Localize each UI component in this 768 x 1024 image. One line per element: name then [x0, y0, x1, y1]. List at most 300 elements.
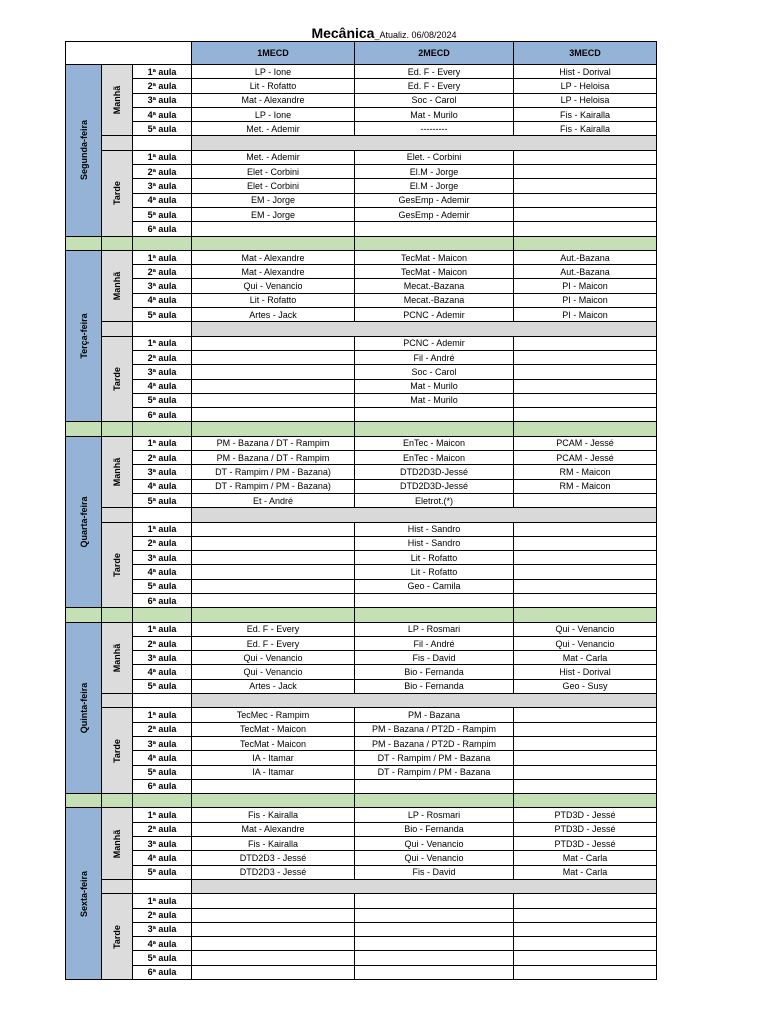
table-row [66, 651, 657, 665]
table-row [66, 107, 657, 121]
lesson-label: 3ª aula [133, 837, 192, 851]
schedule-cell: PCNC - Ademir [355, 336, 514, 350]
shift-label: Manhã [112, 457, 122, 487]
schedule-cell: Bio - Fernanda [355, 822, 514, 836]
schedule-cell [514, 365, 657, 379]
lesson-label: 2ª aula [133, 165, 192, 179]
schedule-cell [514, 393, 657, 407]
table-row [66, 408, 657, 422]
shift-afternoon-cell [102, 894, 133, 980]
schedule-cell [192, 579, 355, 593]
shift-label: Tarde [112, 738, 122, 763]
break-cell [192, 879, 657, 893]
schedule-cell: PTD3D - Jessé [514, 822, 657, 836]
schedule-cell: Met. - Ademir [192, 122, 355, 136]
schedule-cell: Lit - Rofatto [192, 79, 355, 93]
schedule-cell [514, 522, 657, 536]
schedule-cell [514, 551, 657, 565]
break-row [66, 694, 657, 708]
shift-morning-cell [102, 250, 133, 321]
schedule-cell: Ed. F - Every [192, 622, 355, 636]
day-label-cell [66, 250, 102, 422]
lesson-label: 4ª aula [133, 751, 192, 765]
lesson-label: 2ª aula [133, 350, 192, 364]
table-row [66, 250, 657, 264]
shift-label: Tarde [112, 552, 122, 577]
table-row [66, 308, 657, 322]
schedule-cell: Hist - Sandro [355, 536, 514, 550]
lesson-label: 5ª aula [133, 393, 192, 407]
separator-row [66, 794, 657, 808]
separator-cell [133, 794, 192, 808]
shift-label: Manhã [112, 271, 122, 301]
schedule-cell [514, 965, 657, 979]
table-row [66, 93, 657, 107]
schedule-cell [192, 965, 355, 979]
schedule-cell [192, 937, 355, 951]
table-row [66, 465, 657, 479]
schedule-cell: PM - Bazana / PT2D - Rampim [355, 722, 514, 736]
table-row [66, 165, 657, 179]
shift-afternoon-cell [102, 522, 133, 608]
schedule-cell [514, 593, 657, 607]
schedule-cell: LP - Heloisa [514, 79, 657, 93]
schedule-cell: Mat - Alexandre [192, 265, 355, 279]
separator-cell [133, 422, 192, 436]
schedule-cell [355, 951, 514, 965]
schedule-cell [192, 779, 355, 793]
schedule-cell [355, 922, 514, 936]
schedule-cell: DT - Rampim / PM - Bazana) [192, 465, 355, 479]
schedule-cell [514, 922, 657, 936]
schedule-cell [355, 779, 514, 793]
schedule-cell [514, 165, 657, 179]
lesson-label: 4ª aula [133, 293, 192, 307]
schedule-cell: Qui - Venancio [514, 636, 657, 650]
table-row [66, 279, 657, 293]
table-row [66, 293, 657, 307]
separator-cell [66, 794, 102, 808]
lesson-label: 6ª aula [133, 222, 192, 236]
schedule-cell [514, 722, 657, 736]
schedule-cell [192, 379, 355, 393]
separator-cell [133, 236, 192, 250]
lesson-label: 2ª aula [133, 536, 192, 550]
schedule-cell: PTD3D - Jessé [514, 837, 657, 851]
lesson-label: 5ª aula [133, 579, 192, 593]
schedule-cell: Ed. F - Every [355, 79, 514, 93]
schedule-cell: Elet - Corbini [192, 179, 355, 193]
lesson-label: 3ª aula [133, 651, 192, 665]
schedule-cell: IA - Itamar [192, 765, 355, 779]
separator-cell [192, 794, 355, 808]
schedule-cell: PM - Bazana / DT - Rampim [192, 451, 355, 465]
lesson-label: 2ª aula [133, 636, 192, 650]
shift-label: Manhã [112, 85, 122, 115]
schedule-cell: DT - Rampim / PM - Bazana) [192, 479, 355, 493]
schedule-cell: Qui - Venancio [192, 279, 355, 293]
schedule-cell: PI - Maicon [514, 279, 657, 293]
schedule-cell: Qui - Venancio [355, 851, 514, 865]
day-label: Quarta-feira [78, 496, 89, 548]
schedule-cell: LP - Ione [192, 65, 355, 79]
schedule-cell [514, 779, 657, 793]
table-row [66, 179, 657, 193]
separator-cell [192, 422, 355, 436]
shift-label: Manhã [112, 643, 122, 673]
schedule-cell: IA - Itamar [192, 751, 355, 765]
break-cell [192, 508, 657, 522]
schedule-cell: Mat - Alexandre [192, 822, 355, 836]
table-row [66, 493, 657, 507]
day-label: Segunda-feira [78, 120, 89, 181]
table-row [66, 837, 657, 851]
lesson-label: 2ª aula [133, 722, 192, 736]
lesson-label: 4ª aula [133, 193, 192, 207]
table-row [66, 193, 657, 207]
separator-cell [514, 794, 657, 808]
schedule-cell [192, 951, 355, 965]
break-cell [192, 694, 657, 708]
lesson-label: 2ª aula [133, 822, 192, 836]
schedule-cell [514, 736, 657, 750]
shift-label: Manhã [112, 829, 122, 858]
table-row [66, 908, 657, 922]
schedule-cell [514, 937, 657, 951]
table-row [66, 822, 657, 836]
lesson-label: 1ª aula [133, 250, 192, 264]
table-row [66, 379, 657, 393]
schedule-cell [192, 908, 355, 922]
table-row [66, 365, 657, 379]
table-row [66, 207, 657, 221]
break-row [66, 508, 657, 522]
schedule-cell: Fis - David [355, 865, 514, 879]
schedule-cell: PCAM - Jessé [514, 436, 657, 450]
break-cell [192, 136, 657, 150]
lesson-label: 5ª aula [133, 951, 192, 965]
lesson-label: 5ª aula [133, 493, 192, 507]
table-row [66, 751, 657, 765]
day-label-cell [66, 808, 102, 980]
schedule-cell: Artes - Jack [192, 308, 355, 322]
schedule-cell: Lit - Rofatto [355, 565, 514, 579]
lesson-label: 3ª aula [133, 736, 192, 750]
lesson-label: 1ª aula [133, 150, 192, 164]
schedule-cell: PM - Bazana / PT2D - Rampim [355, 736, 514, 750]
lesson-label: 2ª aula [133, 908, 192, 922]
table-row [66, 665, 657, 679]
schedule-cell [192, 393, 355, 407]
table-row [66, 865, 657, 879]
lesson-label: 4ª aula [133, 937, 192, 951]
schedule-cell: Qui - Venancio [192, 651, 355, 665]
schedule-cell [355, 222, 514, 236]
schedule-cell: Qui - Venancio [514, 622, 657, 636]
schedule-cell [514, 493, 657, 507]
schedule-cell: Mat - Murilo [355, 379, 514, 393]
schedule-cell: Soc - Carol [355, 365, 514, 379]
table-row [66, 922, 657, 936]
schedule-cell: Lit - Rofatto [192, 293, 355, 307]
table-row [66, 765, 657, 779]
schedule-cell: EnTec - Maicon [355, 451, 514, 465]
schedule-cell: TecMec - Rampim [192, 708, 355, 722]
table-row [66, 393, 657, 407]
separator-cell [192, 608, 355, 622]
table-row [66, 593, 657, 607]
schedule-cell: --------- [355, 122, 514, 136]
schedule-cell [192, 408, 355, 422]
separator-cell [66, 422, 102, 436]
separator-cell [355, 794, 514, 808]
schedule-cell [514, 751, 657, 765]
schedule-cell: Aut.-Bazana [514, 265, 657, 279]
schedule-cell: TecMat - Maicon [192, 722, 355, 736]
corner-cell [66, 42, 192, 65]
schedule-cell [192, 593, 355, 607]
lesson-label: 5ª aula [133, 207, 192, 221]
schedule-cell: Bio - Fernanda [355, 665, 514, 679]
schedule-cell [514, 579, 657, 593]
schedule-cell: Qui - Venancio [355, 837, 514, 851]
break-shift-cell [102, 322, 133, 336]
schedule-cell: DTD2D3D-Jessé [355, 479, 514, 493]
schedule-cell: Artes - Jack [192, 679, 355, 693]
separator-cell [192, 236, 355, 250]
lesson-label: 5ª aula [133, 865, 192, 879]
schedule-cell: Fis - David [355, 651, 514, 665]
shift-afternoon-cell [102, 150, 133, 236]
lesson-label: 1ª aula [133, 522, 192, 536]
table-row [66, 636, 657, 650]
lesson-label: 1ª aula [133, 622, 192, 636]
schedule-cell [192, 222, 355, 236]
lesson-label: 4ª aula [133, 479, 192, 493]
schedule-cell: Mecat.-Bazana [355, 279, 514, 293]
schedule-cell: Lit - Rofatto [355, 551, 514, 565]
separator-cell [66, 608, 102, 622]
table-row [66, 722, 657, 736]
lesson-label: 1ª aula [133, 894, 192, 908]
table-row [66, 336, 657, 350]
schedule-cell: El.M - Jorge [355, 165, 514, 179]
break-row [66, 879, 657, 893]
schedule-cell: GesEmp - Ademir [355, 207, 514, 221]
schedule-cell: Fis - Kairalla [192, 837, 355, 851]
schedule-cell: Fil - André [355, 350, 514, 364]
column-header-1: 1MECD [192, 42, 355, 65]
lesson-label: 3ª aula [133, 93, 192, 107]
schedule-cell: Fis - Kairalla [192, 808, 355, 822]
schedule-cell: EnTec - Maicon [355, 436, 514, 450]
separator-cell [514, 422, 657, 436]
shift-label: Tarde [112, 181, 122, 206]
schedule-cell: GesEmp - Ademir [355, 193, 514, 207]
schedule-cell [514, 765, 657, 779]
schedule-cell: Eletrot.(*) [355, 493, 514, 507]
schedule-cell: DTD2D3 - Jessé [192, 865, 355, 879]
schedule-cell: Mat - Alexandre [192, 250, 355, 264]
table-row [66, 436, 657, 450]
table-row [66, 350, 657, 364]
schedule-cell: Elet. - Corbini [355, 150, 514, 164]
shift-label: Tarde [112, 367, 122, 391]
schedule-cell: Fis - Kairalla [514, 107, 657, 121]
break-label-cell [133, 508, 192, 522]
schedule-cell [514, 908, 657, 922]
schedule-cell: DT - Rampim / PM - Bazana [355, 765, 514, 779]
schedule-cell: Qui - Venancio [192, 665, 355, 679]
separator-cell [514, 236, 657, 250]
schedule-cell: EM - Jorge [192, 193, 355, 207]
schedule-cell [355, 894, 514, 908]
schedule-cell: Geo - Camila [355, 579, 514, 593]
schedule-cell: DT - Rampim / PM - Bazana [355, 751, 514, 765]
schedule-cell: PM - Bazana [355, 708, 514, 722]
column-header-3: 3MECD [514, 42, 657, 65]
schedule-cell [192, 922, 355, 936]
title-updated: _Atualiz. 06/08/2024 [374, 30, 457, 40]
table-row [66, 951, 657, 965]
table-row [66, 536, 657, 550]
schedule-cell [514, 894, 657, 908]
lesson-label: 5ª aula [133, 308, 192, 322]
lesson-label: 2ª aula [133, 451, 192, 465]
table-row [66, 579, 657, 593]
lesson-label: 3ª aula [133, 551, 192, 565]
shift-morning-cell [102, 65, 133, 136]
schedule-cell [355, 408, 514, 422]
schedule-cell: PTD3D - Jessé [514, 808, 657, 822]
schedule-cell [192, 894, 355, 908]
table-row [66, 622, 657, 636]
lesson-label: 2ª aula [133, 79, 192, 93]
separator-cell [514, 608, 657, 622]
header-row [66, 42, 657, 65]
table-row [66, 851, 657, 865]
schedule-cell [514, 565, 657, 579]
schedule-cell [192, 522, 355, 536]
schedule-cell: LP - Rosmari [355, 622, 514, 636]
schedule-cell: Elet - Corbini [192, 165, 355, 179]
lesson-label: 5ª aula [133, 765, 192, 779]
schedule-cell: Mat - Murilo [355, 107, 514, 121]
lesson-label: 2ª aula [133, 265, 192, 279]
schedule-cell: Mat - Carla [514, 865, 657, 879]
schedule-cell: EM - Jorge [192, 207, 355, 221]
schedule-cell [355, 965, 514, 979]
separator-cell [102, 236, 133, 250]
break-shift-cell [102, 136, 133, 150]
shift-morning-cell [102, 622, 133, 693]
break-label-cell [133, 136, 192, 150]
schedule-cell [355, 937, 514, 951]
schedule-cell: DTD2D3 - Jessé [192, 851, 355, 865]
table-row [66, 808, 657, 822]
day-label: Sexta-feira [78, 870, 89, 917]
lesson-label: 1ª aula [133, 65, 192, 79]
lesson-label: 1ª aula [133, 436, 192, 450]
lesson-label: 4ª aula [133, 851, 192, 865]
lesson-label: 5ª aula [133, 122, 192, 136]
table-row [66, 679, 657, 693]
break-label-cell [133, 322, 192, 336]
separator-cell [355, 236, 514, 250]
schedule-cell: Soc - Carol [355, 93, 514, 107]
lesson-label: 6ª aula [133, 965, 192, 979]
schedule-cell: RM - Maicon [514, 465, 657, 479]
lesson-label: 6ª aula [133, 593, 192, 607]
schedule-cell: Mecat.-Bazana [355, 293, 514, 307]
break-row [66, 136, 657, 150]
separator-row [66, 422, 657, 436]
table-row [66, 708, 657, 722]
day-label: Quinta-feira [78, 682, 89, 734]
schedule-cell: Mat - Carla [514, 851, 657, 865]
table-row [66, 122, 657, 136]
schedule-body [66, 42, 657, 980]
shift-label: Tarde [112, 924, 122, 949]
schedule-cell [514, 222, 657, 236]
break-row [66, 322, 657, 336]
lesson-label: 4ª aula [133, 379, 192, 393]
separator-cell [133, 608, 192, 622]
lesson-label: 5ª aula [133, 679, 192, 693]
table-row [66, 965, 657, 979]
schedule-cell: Geo - Susy [514, 679, 657, 693]
schedule-cell [192, 365, 355, 379]
table-row [66, 551, 657, 565]
title-main: Mecânica [311, 25, 375, 41]
schedule-cell [514, 350, 657, 364]
schedule-cell: DTD2D3D-Jessé [355, 465, 514, 479]
break-label-cell [133, 694, 192, 708]
schedule-cell [514, 408, 657, 422]
schedule-cell [514, 951, 657, 965]
schedule-cell: PM - Bazana / DT - Rampim [192, 436, 355, 450]
day-label-cell [66, 436, 102, 608]
table-row [66, 265, 657, 279]
schedule-cell: LP - Heloisa [514, 93, 657, 107]
day-label: Terça-feira [78, 313, 89, 359]
schedule-cell: Mat - Carla [514, 651, 657, 665]
day-label-cell [66, 622, 102, 794]
separator-cell [102, 608, 133, 622]
schedule-cell: Et - André [192, 493, 355, 507]
schedule-cell: LP - Rosmari [355, 808, 514, 822]
schedule-cell: Fis - Kairalla [514, 122, 657, 136]
schedule-cell: Hist - Dorival [514, 65, 657, 79]
separator-row [66, 608, 657, 622]
shift-morning-cell [102, 436, 133, 507]
schedule-cell [514, 536, 657, 550]
schedule-cell: Hist - Sandro [355, 522, 514, 536]
schedule-cell: El.M - Jorge [355, 179, 514, 193]
table-row [66, 451, 657, 465]
table-row [66, 522, 657, 536]
break-cell [192, 322, 657, 336]
table-row [66, 779, 657, 793]
schedule-cell: Fil - André [355, 636, 514, 650]
schedule-cell [192, 536, 355, 550]
schedule-cell: PI - Maicon [514, 308, 657, 322]
schedule-cell: TecMat - Maicon [192, 736, 355, 750]
table-row [66, 736, 657, 750]
schedule-cell: Mat - Alexandre [192, 93, 355, 107]
schedule-cell [514, 207, 657, 221]
schedule-cell: PCAM - Jessé [514, 451, 657, 465]
